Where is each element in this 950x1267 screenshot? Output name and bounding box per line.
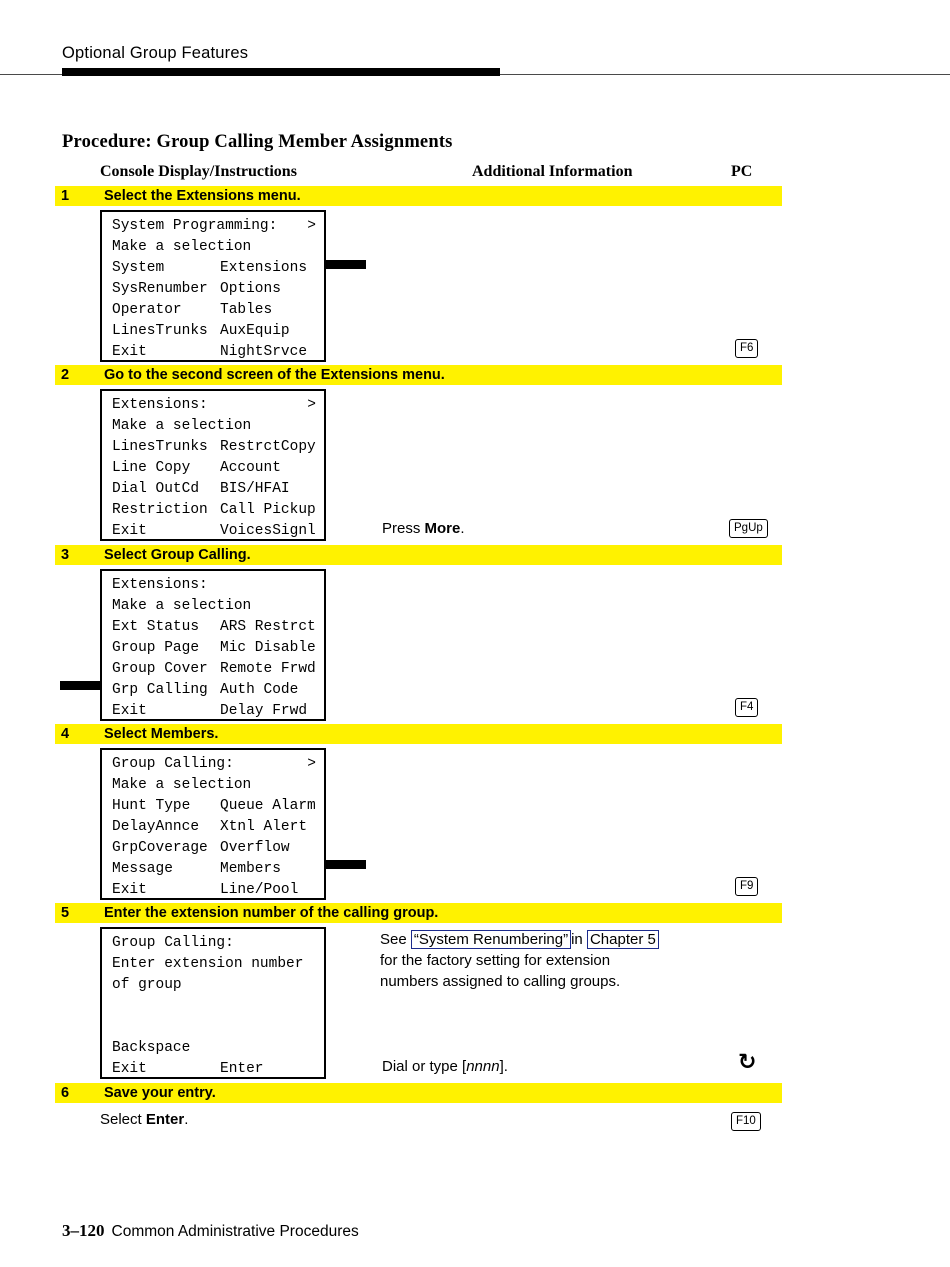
console-cell-left: of group (112, 977, 182, 993)
console-row (102, 575, 324, 596)
console-cell-right: AuxEquip (220, 323, 290, 339)
console-cell-right: VoicesSignl (220, 523, 316, 539)
pc-key-4: F9 (735, 877, 758, 896)
step-number-5: 5 (61, 905, 70, 921)
column-header-pc: PC (731, 163, 753, 180)
console-row (102, 859, 324, 880)
console-row (102, 838, 324, 859)
press-more-keyword: More (424, 520, 461, 537)
console-row (102, 300, 324, 321)
console-row (102, 954, 324, 975)
console-cell-left: Message (112, 861, 173, 877)
pointer-marker-1 (326, 260, 366, 269)
step-number-1: 1 (61, 188, 70, 204)
console-cell-left: Make a selection (112, 598, 252, 614)
dial-variable: nnnn (466, 1058, 500, 1075)
step-label-3: Select Group Calling. (104, 547, 251, 563)
step-bar-5 (55, 903, 782, 923)
console-row (102, 521, 324, 542)
console-cell-right: ARS Restrct (220, 619, 316, 635)
console-cell-right: Extensions (220, 260, 308, 276)
console-cell-arrow: > (307, 756, 316, 772)
console-cell-right: Xtnl Alert (220, 819, 308, 835)
console-cell-left: Enter extension number (112, 956, 304, 972)
step-number-6: 6 (61, 1085, 70, 1101)
console-row (102, 880, 324, 901)
console-cell-left: Restriction (112, 502, 208, 518)
console-row (102, 258, 324, 279)
console-cell-left: LinesTrunks (112, 323, 208, 339)
console-cell-right: Line/Pool (220, 882, 299, 898)
console-row (102, 933, 324, 954)
console-cell-left: Backspace (112, 1040, 191, 1056)
press-more-suffix: . (460, 520, 465, 537)
console-row (102, 617, 324, 638)
step-label-2: Go to the second screen of the Extensions menu. (104, 367, 445, 383)
console-cell-left: SysRenumber (112, 281, 208, 297)
console-cell-left: Group Calling: (112, 935, 234, 951)
column-header-console: Console Display/Instructions (100, 163, 297, 180)
console-cell-right: Overflow (220, 840, 290, 856)
console-row (102, 500, 324, 521)
console-cell-arrow: > (307, 218, 316, 234)
console-row (102, 395, 324, 416)
step-label-5: Enter the extension number of the calling group. (104, 905, 439, 921)
console-row (102, 596, 324, 617)
console-cell-right: Account (220, 460, 281, 476)
step-bar-3 (55, 545, 782, 565)
console-row (102, 479, 324, 500)
console-cell-left: System Programming: (112, 218, 278, 234)
see-rest-line-2: numbers assigned to calling groups. (380, 973, 621, 990)
console-cell-left: Group Calling: (112, 756, 234, 772)
console-cell-left: Make a selection (112, 418, 252, 434)
footer-text: Common Administrative Procedures (111, 1223, 359, 1240)
console-cell-left: Operator (112, 302, 182, 318)
console-row (102, 321, 324, 342)
console-cell-right: Options (220, 281, 281, 297)
console-row (102, 458, 324, 479)
console-cell-right: NightSrvce (220, 344, 308, 360)
footer-page-number: 3–120 (62, 1221, 105, 1240)
console-display-3 (100, 569, 326, 721)
console-row (102, 1059, 324, 1080)
console-row (102, 1017, 324, 1038)
console-cell-left: Grp Calling (112, 682, 208, 698)
console-row (102, 975, 324, 996)
console-row (102, 1038, 324, 1059)
console-cell-right: RestrctCopy (220, 439, 316, 455)
step-bar-4 (55, 724, 782, 744)
step-bar-6 (55, 1083, 782, 1103)
pc-key-2: PgUp (729, 519, 768, 538)
see-rest-line-1: for the factory setting for extension (380, 952, 611, 969)
page-footer (62, 1221, 359, 1241)
console-cell-right: Members (220, 861, 281, 877)
additional-info-2 (382, 518, 465, 539)
console-cell-left: Exit (112, 344, 147, 360)
console-cell-right: Queue Alarm (220, 798, 316, 814)
console-cell-right: Enter (220, 1061, 264, 1077)
see-prefix: See (380, 931, 407, 948)
console-display-2 (100, 389, 326, 541)
console-cell-right: Auth Code (220, 682, 299, 698)
console-cell-left: Exit (112, 882, 147, 898)
console-display-1 (100, 210, 326, 362)
console-display-4 (100, 748, 326, 900)
console-cell-left: Ext Status (112, 619, 200, 635)
console-cell-left: Group Cover (112, 661, 208, 677)
console-cell-right: Tables (220, 302, 273, 318)
console-cell-left: Hunt Type (112, 798, 191, 814)
pc-key-3: F4 (735, 698, 758, 717)
console-cell-right: Mic Disable (220, 640, 316, 656)
procedure-title: Procedure: Group Calling Member Assignments (62, 132, 453, 152)
see-mid: in (571, 931, 583, 948)
additional-info-5 (380, 929, 730, 992)
step-label-1: Select the Extensions menu. (104, 188, 301, 204)
console-cell-left: LinesTrunks (112, 439, 208, 455)
console-cell-left: Exit (112, 703, 147, 719)
console-cell-left: Exit (112, 523, 147, 539)
console-row (102, 775, 324, 796)
console-cell-left: Exit (112, 1061, 147, 1077)
dial-prefix: Dial or type [ (382, 1058, 467, 1075)
console-cell-left: Group Page (112, 640, 200, 656)
step-bar-2 (55, 365, 782, 385)
step-number-3: 3 (61, 547, 70, 563)
console-cell-left: Make a selection (112, 777, 252, 793)
dial-pad-icon: ↻ (738, 1050, 757, 1075)
pc-key-6: F10 (731, 1112, 761, 1131)
console-cell-left: DelayAnnce (112, 819, 200, 835)
link-chapter-5[interactable]: Chapter 5 (587, 930, 659, 949)
select-enter-instruction (100, 1111, 188, 1128)
column-header-additional: Additional Information (472, 163, 633, 180)
console-cell-right: Remote Frwd (220, 661, 316, 677)
console-cell-left: Extensions: (112, 397, 208, 413)
console-cell-right: Call Pickup (220, 502, 316, 518)
step-bar-1 (55, 186, 782, 206)
console-row (102, 701, 324, 722)
console-row (102, 638, 324, 659)
console-row (102, 754, 324, 775)
console-row (102, 437, 324, 458)
pc-key-1: F6 (735, 339, 758, 358)
pointer-marker-4 (326, 860, 366, 869)
console-cell-right: BIS/HFAI (220, 481, 290, 497)
console-display-5 (100, 927, 326, 1079)
running-header: Optional Group Features (62, 44, 249, 62)
console-cell-left: Extensions: (112, 577, 208, 593)
console-row (102, 796, 324, 817)
step-label-4: Select Members. (104, 726, 219, 742)
press-more-prefix: Press (382, 520, 425, 537)
console-cell-left: Line Copy (112, 460, 191, 476)
console-row (102, 659, 324, 680)
console-row (102, 342, 324, 363)
console-row (102, 817, 324, 838)
select-enter-suffix: . (184, 1111, 189, 1128)
console-row (102, 237, 324, 258)
dial-instruction-5 (382, 1056, 508, 1077)
console-row (102, 216, 324, 237)
console-cell-left: Make a selection (112, 239, 252, 255)
console-row (102, 680, 324, 701)
console-row (102, 996, 324, 1017)
pointer-marker-3 (60, 681, 100, 690)
step-number-2: 2 (61, 367, 70, 383)
console-cell-right: Delay Frwd (220, 703, 308, 719)
header-accent-bar (62, 68, 500, 76)
console-cell-left: System (112, 260, 165, 276)
console-cell-left: GrpCoverage (112, 840, 208, 856)
step-label-6: Save your entry. (104, 1085, 216, 1101)
dial-suffix: ]. (499, 1058, 508, 1075)
step-number-4: 4 (61, 726, 70, 742)
console-cell-arrow: > (307, 397, 316, 413)
link-system-renumbering[interactable]: “System Renumbering” (411, 930, 571, 949)
select-enter-keyword: Enter (145, 1111, 185, 1128)
console-cell-left: Dial OutCd (112, 481, 200, 497)
select-enter-prefix: Select (100, 1111, 146, 1128)
console-row (102, 279, 324, 300)
console-row (102, 416, 324, 437)
